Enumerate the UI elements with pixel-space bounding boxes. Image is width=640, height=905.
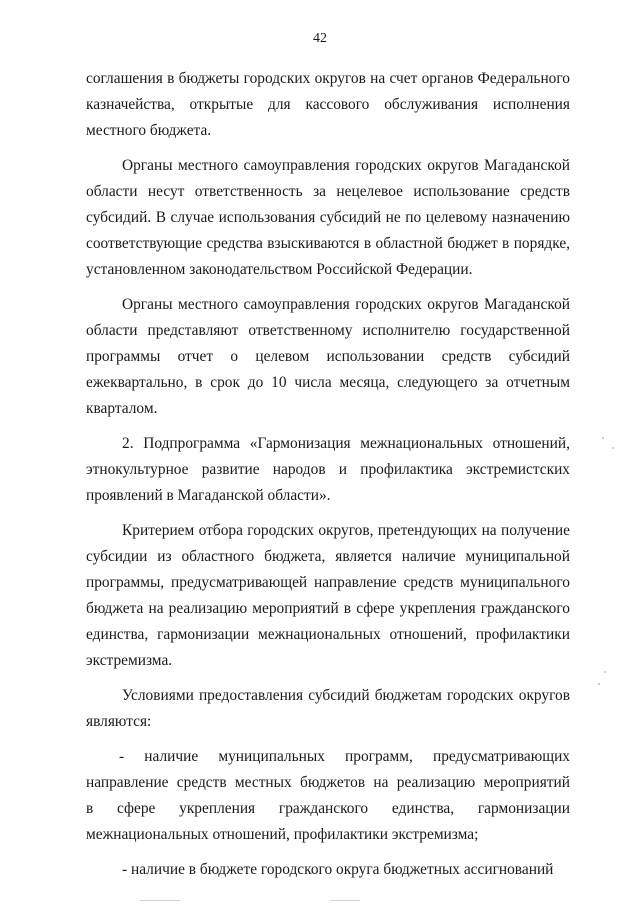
text-line: ежеквартально, в срок до 10 числа месяца, следующего за отчетным <box>86 374 570 391</box>
text-line: проявлений в Магаданской области». <box>86 487 331 504</box>
text-line: - наличие в бюджете городского округа бюджетных ассигнований <box>122 861 554 878</box>
text-line: субсидии из областного бюджета, является наличие муниципальной <box>86 548 570 565</box>
text-line: соответствующие средства взыскиваются в областной бюджет в порядке, <box>86 235 570 252</box>
text-line: субсидий. В случае использования субсидий не по целевому назначению <box>86 209 570 226</box>
text-line: экстремизма. <box>86 652 173 669</box>
text-line: местного бюджета. <box>86 122 212 139</box>
text-line: программы отчет о целевом использовании средств субсидий <box>86 348 570 365</box>
text-line: области несут ответственность за нецелевое использование средств <box>86 183 570 200</box>
scan-speck <box>612 447 614 449</box>
text-line: направление средств местных бюджетов на реализацию мероприятий <box>86 774 570 791</box>
text-line: - наличие муниципальных программ, предусматривающих <box>119 748 570 765</box>
text-line: Критерием отбора городских округов, претендующих на получение <box>122 522 570 539</box>
scan-speck <box>604 671 606 673</box>
paragraph <box>86 683 570 735</box>
paragraph <box>86 518 570 674</box>
scan-edge-mark <box>330 900 360 901</box>
text-line: являются: <box>86 713 152 730</box>
text-line: программы, предусматривающей направление средств муниципального <box>86 574 570 591</box>
text-line: Условиями предоставления субсидий бюджетам городских округов <box>122 687 570 704</box>
text-line: 2. Подпрограмма «Гармонизация межнациональных отношений, <box>122 435 570 452</box>
page-number: 42 <box>313 31 327 46</box>
text-line: единства, гармонизации межнациональных отношений, профилактики <box>86 626 570 643</box>
text-line: бюджета на реализацию мероприятий в сфере укрепления гражданского <box>86 600 570 617</box>
text-line: Органы местного самоуправления городских округов Магаданской <box>122 296 570 313</box>
text-line: в сфере укрепления гражданского единства, гармонизации <box>86 800 570 817</box>
text-line: казначейства, открытые для кассового обслуживания исполнения <box>86 96 570 113</box>
paragraph <box>86 66 570 144</box>
scan-speck <box>602 437 604 439</box>
text-line: области представляют ответственному исполнителю государственной <box>86 322 570 339</box>
text-line: установленном законодательством Российской Федерации. <box>86 261 473 278</box>
document-body <box>86 66 570 883</box>
text-line: кварталом. <box>86 400 158 417</box>
paragraph <box>86 431 570 509</box>
text-line: межнациональных отношений, профилактики экстремизма; <box>86 826 479 843</box>
paragraph <box>86 153 570 283</box>
paragraph <box>86 292 570 422</box>
scan-edge-mark <box>140 900 180 901</box>
text-line: соглашения в бюджеты городских округов на счет органов Федерального <box>86 70 570 87</box>
text-line: Органы местного самоуправления городских округов Магаданской <box>122 157 570 174</box>
text-line: этнокультурное развитие народов и профилактика экстремистских <box>86 461 570 478</box>
paragraph <box>86 857 570 883</box>
paragraph <box>86 744 570 848</box>
scan-speck <box>598 683 600 685</box>
